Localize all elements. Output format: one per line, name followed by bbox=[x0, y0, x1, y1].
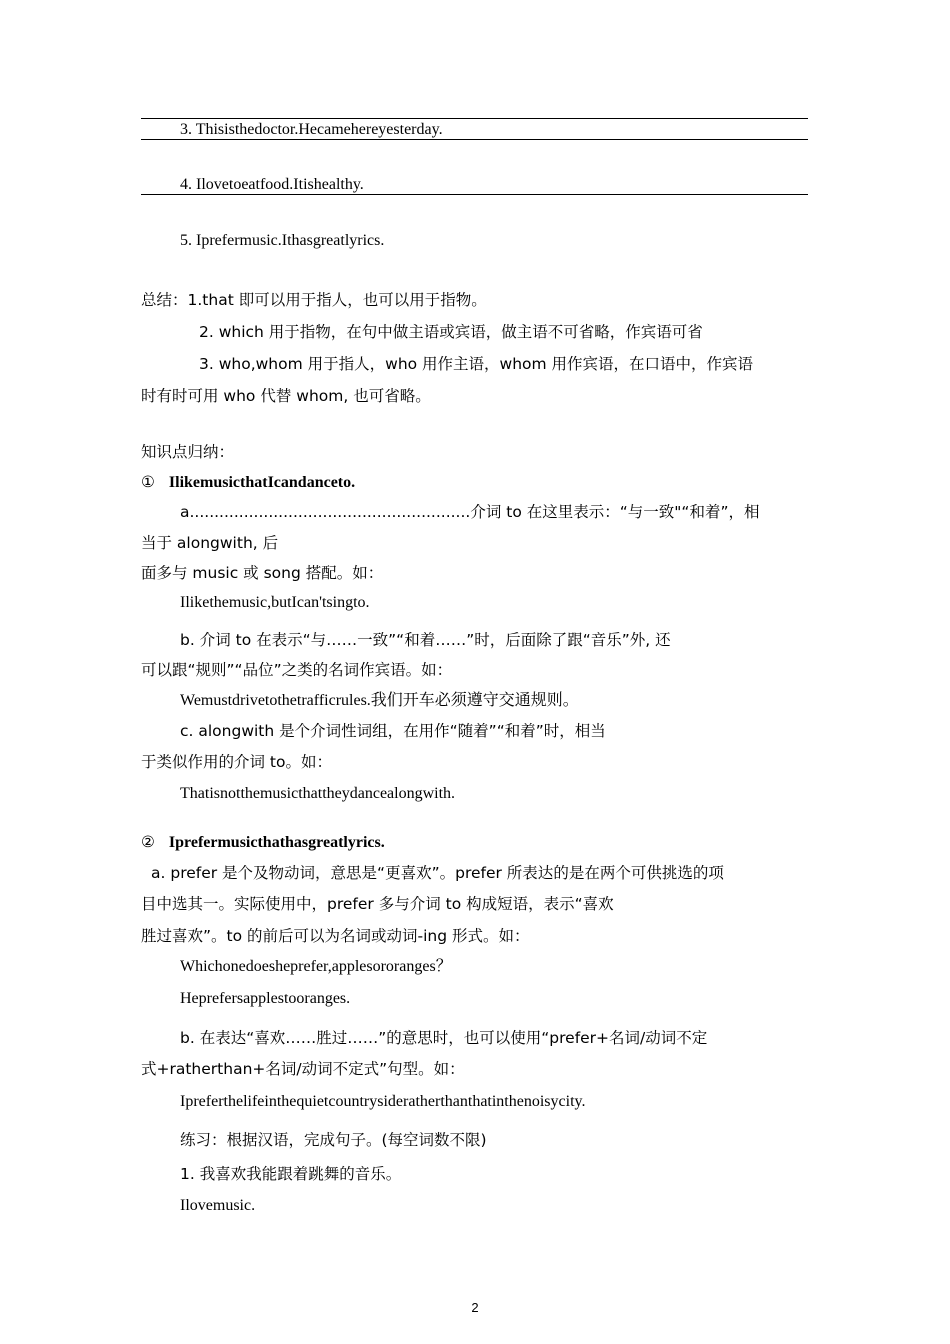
point-1-b-example: Wemustdrivetothetrafficrules.我们开车必须遵守交通规则。 bbox=[180, 692, 579, 709]
point-1-c-line-1: c. alongwith 是个介词性词组，在用作“随着”“和着”时，相当 bbox=[180, 722, 606, 740]
point-2-a-line-2: 目中选其一。实际使用中，prefer 多与介词 to 构成短语，表示“喜欢 bbox=[141, 895, 614, 913]
point-1-title bbox=[141, 472, 355, 493]
point-2-marker: ② bbox=[141, 833, 155, 851]
point-1-b-line-1: b. 介词 to 在表示“与……一致”“和着……”时，后面除了跟“音乐”外, 还 bbox=[180, 631, 671, 649]
summary-line-4: 时有时可用 who 代替 whom, 也可省略。 bbox=[141, 387, 431, 405]
point-1-b-line-2: 可以跟“规则”“品位”之类的名词作宾语。如： bbox=[141, 661, 453, 679]
rule-top bbox=[141, 118, 808, 119]
summary-line-2: 2. which 用于指物，在句中做主语或宾语，做主语不可省略，作宾语可省 bbox=[199, 323, 703, 341]
rule-after-item-3 bbox=[141, 139, 808, 140]
point-2-a-example-1: Whichonedoesheprefer,applesororanges？ bbox=[180, 958, 452, 975]
exercise-item-5: 5. Iprefermusic.Ithasgreatlyrics. bbox=[180, 232, 385, 249]
point-1-a-example: Ilikethemusic,butIcan'tsingto. bbox=[180, 594, 370, 611]
practice-heading: 练习：根据汉语，完成句子。(每空词数不限) bbox=[180, 1131, 487, 1149]
point-2-sentence: Iprefermusicthathasgreatlyrics. bbox=[168, 834, 385, 851]
knowledge-heading: 知识点归纳： bbox=[141, 443, 235, 461]
point-1-a-line-1: a.........................................................介词 to 在这里表示：“与一致"“和着”，相 bbox=[180, 503, 760, 521]
point-2-b-line-1: b. 在表达“喜欢……胜过……”的意思时，也可以使用“prefer+名词/动词不定 bbox=[180, 1029, 708, 1047]
point-2-a-line-3: 胜过喜欢”。to 的前后可以为名词或动词-ing 形式。如： bbox=[141, 927, 530, 945]
point-1-marker: ① bbox=[141, 473, 155, 491]
point-1-c-line-2: 于类似作用的介词 to。如： bbox=[141, 753, 332, 771]
point-1-sentence: IlikemusicthatIcandanceto. bbox=[168, 474, 356, 491]
point-2-b-line-2: 式+ratherthan+名词/动词不定式”句型。如： bbox=[141, 1060, 465, 1078]
point-2-a-example-2: Heprefersapplestooranges. bbox=[180, 990, 351, 1007]
point-1-c-example: Thatisnotthemusicthattheydancealongwith. bbox=[180, 785, 456, 802]
point-1-a-line-2: 当于 alongwith, 后 bbox=[141, 534, 279, 552]
exercise-item-4: 4. Ilovetoeatfood.Itishealthy. bbox=[180, 176, 364, 193]
point-2-title bbox=[141, 832, 385, 853]
rule-after-item-4 bbox=[141, 194, 808, 195]
point-1-a-line-3: 面多与 music 或 song 搭配。如： bbox=[141, 564, 384, 582]
summary-line-3: 3. who,whom 用于指人，who 用作主语，whom 用作宾语，在口语中，作宾语 bbox=[199, 355, 754, 373]
exercise-item-3: 3. Thisisthedoctor.Hecamehereyesterday. bbox=[180, 121, 443, 138]
point-2-b-example: Ipreferthelifeinthequietcountrysideratherthanthatinthenoisycity. bbox=[180, 1093, 586, 1110]
summary-line-1: 总结：1.that 即可以用于指人，也可以用于指物。 bbox=[141, 291, 487, 309]
practice-item-1-answer: Ilovemusic. bbox=[180, 1197, 256, 1214]
page-number: 2 bbox=[471, 1300, 479, 1315]
point-2-a-line-1: a. prefer 是个及物动词，意思是“更喜欢”。prefer 所表达的是在两个可供挑选的项 bbox=[151, 864, 724, 882]
practice-item-1: 1. 我喜欢我能跟着跳舞的音乐。 bbox=[180, 1165, 402, 1183]
